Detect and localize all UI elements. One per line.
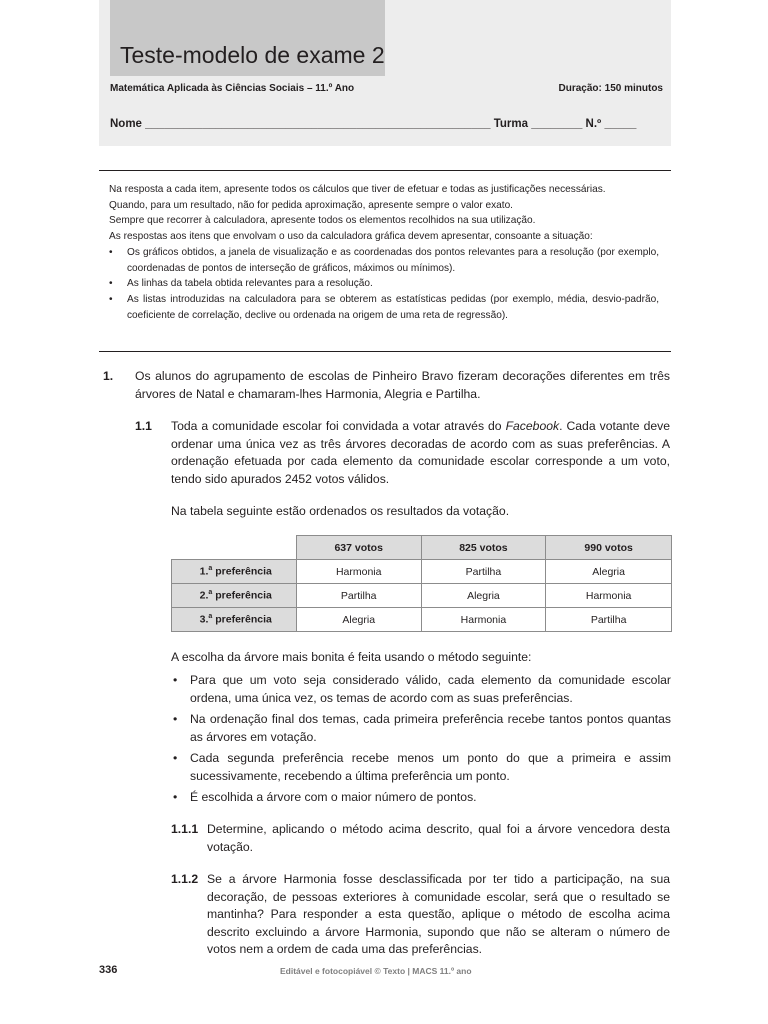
divider-bottom: [99, 351, 671, 352]
subject-label: Matemática Aplicada às Ciências Sociais – 11.º Ano: [110, 83, 355, 94]
question-number: 1.1: [135, 419, 152, 433]
question-number: 1.1.1: [171, 822, 199, 836]
method-bullet: • É escolhida a árvore com o maior número de pontos.: [171, 789, 671, 807]
row-header: 2.$^a$ preferência: [172, 584, 297, 608]
table-row: [172, 608, 672, 632]
question-text: Se a árvore Harmonia fosse desclassificada por ter tido a participação, na sua decoração, de pessoas exteriores à comunidade escolar, será que o resultado se mantinha? Para responder a esta questão, aplique o método de escolha acima descrito excluindo a árvore Harmonia, supondo que não se alteram o número de votos nem a ordem de cada uma das preferências.: [207, 872, 670, 956]
instruction-bullet: • Os gráficos obtidos, a janela de visualização e as coordenadas dos pontos relevantes para a resolução (por exemplo, coordenadas de pontos de interseção de gráficos, máximos ou mínimos).: [109, 245, 659, 276]
page-number: 336: [99, 964, 118, 976]
method-bullets: [171, 672, 671, 811]
table-cell: Alegria: [296, 608, 421, 632]
question-number: 1.: [103, 369, 114, 383]
table-intro: Na tabela seguinte estão ordenados os resultados da votação.: [171, 504, 510, 518]
table-cell: Harmonia: [421, 608, 546, 632]
instruction-text: Sempre que recorrer à calculadora, apresente todos os elementos recolhidos na sua utilização.: [109, 215, 536, 227]
method-bullet: • Cada segunda preferência recebe menos um ponto do que a primeira e assim sucessivamente, recebendo a última preferência um ponto.: [171, 750, 671, 785]
footer-copyright: Editável e fotocopiável © Texto | MACS 11.º ano: [280, 966, 472, 976]
column-header: 825 votos: [421, 536, 546, 560]
table-cell: Alegria: [546, 560, 672, 584]
name-class-number-line: Nome ______________________________________________________ Turma ________ N.º _____: [110, 118, 637, 130]
table-cell: Harmonia: [546, 584, 672, 608]
table-cell: Partilha: [546, 608, 672, 632]
table-row: [172, 560, 672, 584]
votes-table: [171, 535, 672, 632]
instruction-text: Quando, para um resultado, não for pedida aproximação, apresente sempre o valor exato.: [109, 199, 513, 211]
question-number: 1.1.2: [171, 872, 199, 886]
question-text: Toda a comunidade escolar foi convidada a votar através do Facebook. Cada votante deve ordenar uma única vez as três árvores decoradas de acordo com as suas preferências. A ordenação efetuada por cada elemento da comunidade escolar corresponde a um voto, tendo sido apurados 2452 votos válidos.: [171, 419, 670, 486]
row-header: 1.$^a$ preferência: [172, 560, 297, 584]
table-row: [172, 584, 672, 608]
question-text: Os alunos do agrupamento de escolas de Pinheiro Bravo fizeram decorações diferentes em três árvores de Natal e chamaram-lhes Harmonia, Alegria e Partilha.: [135, 369, 670, 401]
facebook-label: Facebook: [505, 419, 560, 433]
instruction-bullet: • As linhas da tabela obtida relevantes para a resolução.: [109, 276, 659, 292]
method-intro: A escolha da árvore mais bonita é feita usando o método seguinte:: [171, 650, 532, 664]
instruction-bullet: • As listas introduzidas na calculadora para se obterem as estatísticas pedidas (por exemplo, média, desvio-padrão, coeficiente de correlação, declive ou ordenada na origem de uma reta de regressão).: [109, 292, 659, 323]
instructions-box: [109, 182, 659, 323]
table-cell: Partilha: [296, 584, 421, 608]
table-cell: Harmonia: [296, 560, 421, 584]
column-header: 637 votos: [296, 536, 421, 560]
column-header: 990 votos: [546, 536, 672, 560]
divider-top: [99, 170, 671, 171]
table-cell: Alegria: [421, 584, 546, 608]
row-header: 3.$^a$ preferência: [172, 608, 297, 632]
instruction-text: Na resposta a cada item, apresente todos os cálculos que tiver de efetuar e todas as justificações necessárias.: [109, 184, 606, 195]
table-cell: Partilha: [421, 560, 546, 584]
instruction-bullets: [109, 245, 659, 324]
method-bullet: • Para que um voto seja considerado válido, cada elemento da comunidade escolar ordena, uma única vez, os temas de acordo com as suas preferências.: [171, 672, 671, 707]
duration-label: Duração: 150 minutos: [558, 83, 663, 94]
instruction-text: As respostas aos itens que envolvam o uso da calculadora gráfica devem apresentar, consoante a situação:: [109, 231, 593, 243]
table-header-row: [172, 536, 672, 560]
method-bullet: • Na ordenação final dos temas, cada primeira preferência recebe tantos pontos quantas as árvores em votação.: [171, 711, 671, 746]
question-text: Determine, aplicando o método acima descrito, qual foi a árvore vencedora desta votação.: [207, 822, 670, 854]
page-title: Teste-modelo de exame 2: [120, 42, 385, 68]
